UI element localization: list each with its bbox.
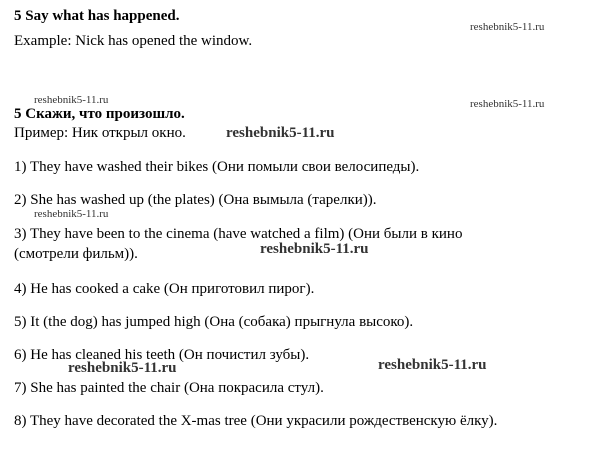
example-en: Example: Nick has opened the window. (14, 33, 253, 49)
list-item: 4) He has cooked a cake (Он приготовил пирог). (14, 281, 315, 297)
heading-en: 5 Say what has happened. (14, 8, 180, 24)
list-item: 2) She has washed up (the plates) (Она вымыла (тарелки)). (14, 192, 377, 208)
list-item: 7) She has painted the chair (Она покрасила стул). (14, 380, 324, 396)
watermark: reshebnik5-11.ru (34, 208, 109, 220)
list-item: 3) They have been to the cinema (have watched a film) (Они были в кино (14, 226, 463, 242)
list-item: (смотрели фильм)). (14, 246, 138, 262)
watermark: reshebnik5-11.ru (470, 98, 545, 110)
watermark: reshebnik5-11.ru (378, 357, 487, 373)
list-item: 5) It (the dog) has jumped high (Она (собака) прыгнула высоко). (14, 314, 414, 330)
watermark: reshebnik5-11.ru (470, 21, 545, 33)
list-item: 8) They have decorated the X-mas tree (Они украсили рождественскую ёлку). (14, 413, 498, 429)
watermark: reshebnik5-11.ru (260, 241, 369, 257)
watermark: reshebnik5-11.ru (34, 94, 109, 106)
list-item: 6) He has cleaned his teeth (Он почистил зубы). (14, 347, 310, 363)
watermark: reshebnik5-11.ru (68, 360, 177, 376)
watermark: reshebnik5-11.ru (226, 125, 335, 141)
heading-ru: 5 Скажи, что произошло. (14, 106, 185, 122)
list-item: 1) They have washed their bikes (Они помыли свои велосипеды). (14, 159, 420, 175)
example-ru: Пример: Ник открыл окно. (14, 125, 186, 141)
